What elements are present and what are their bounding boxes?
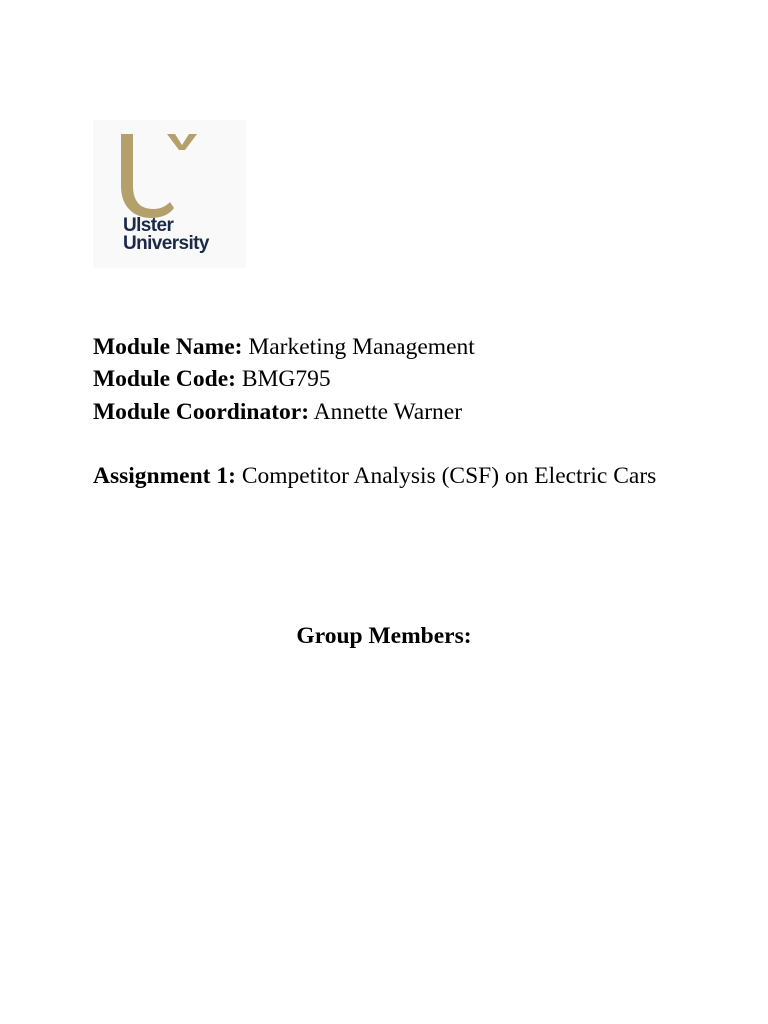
assignment-value: Competitor Analysis (CSF) on Electric Cars bbox=[235, 463, 657, 489]
module-name-value: Marketing Management bbox=[242, 334, 475, 360]
module-coordinator-label: Module Coordinator: bbox=[93, 398, 310, 425]
module-code-row bbox=[93, 363, 693, 395]
module-coordinator-value: Annette Warner bbox=[309, 398, 463, 425]
logo-line-university: University bbox=[123, 233, 209, 254]
assignment-label: Assignment 1: bbox=[93, 463, 236, 489]
ulster-u-mark-icon bbox=[119, 132, 199, 218]
module-coordinator-row bbox=[93, 396, 693, 428]
logo-wordmark bbox=[123, 217, 209, 253]
group-members-heading: Group Members: bbox=[296, 623, 472, 649]
assignment-title bbox=[93, 460, 693, 492]
university-logo bbox=[93, 120, 246, 268]
module-name-label: Module Name: bbox=[93, 334, 243, 360]
logo-line-ulster: Ulster bbox=[123, 215, 174, 236]
module-name-row bbox=[93, 331, 693, 363]
module-code-value: BMG795 bbox=[235, 366, 331, 393]
module-code-label: Module Code: bbox=[93, 366, 236, 393]
module-info bbox=[93, 331, 693, 428]
